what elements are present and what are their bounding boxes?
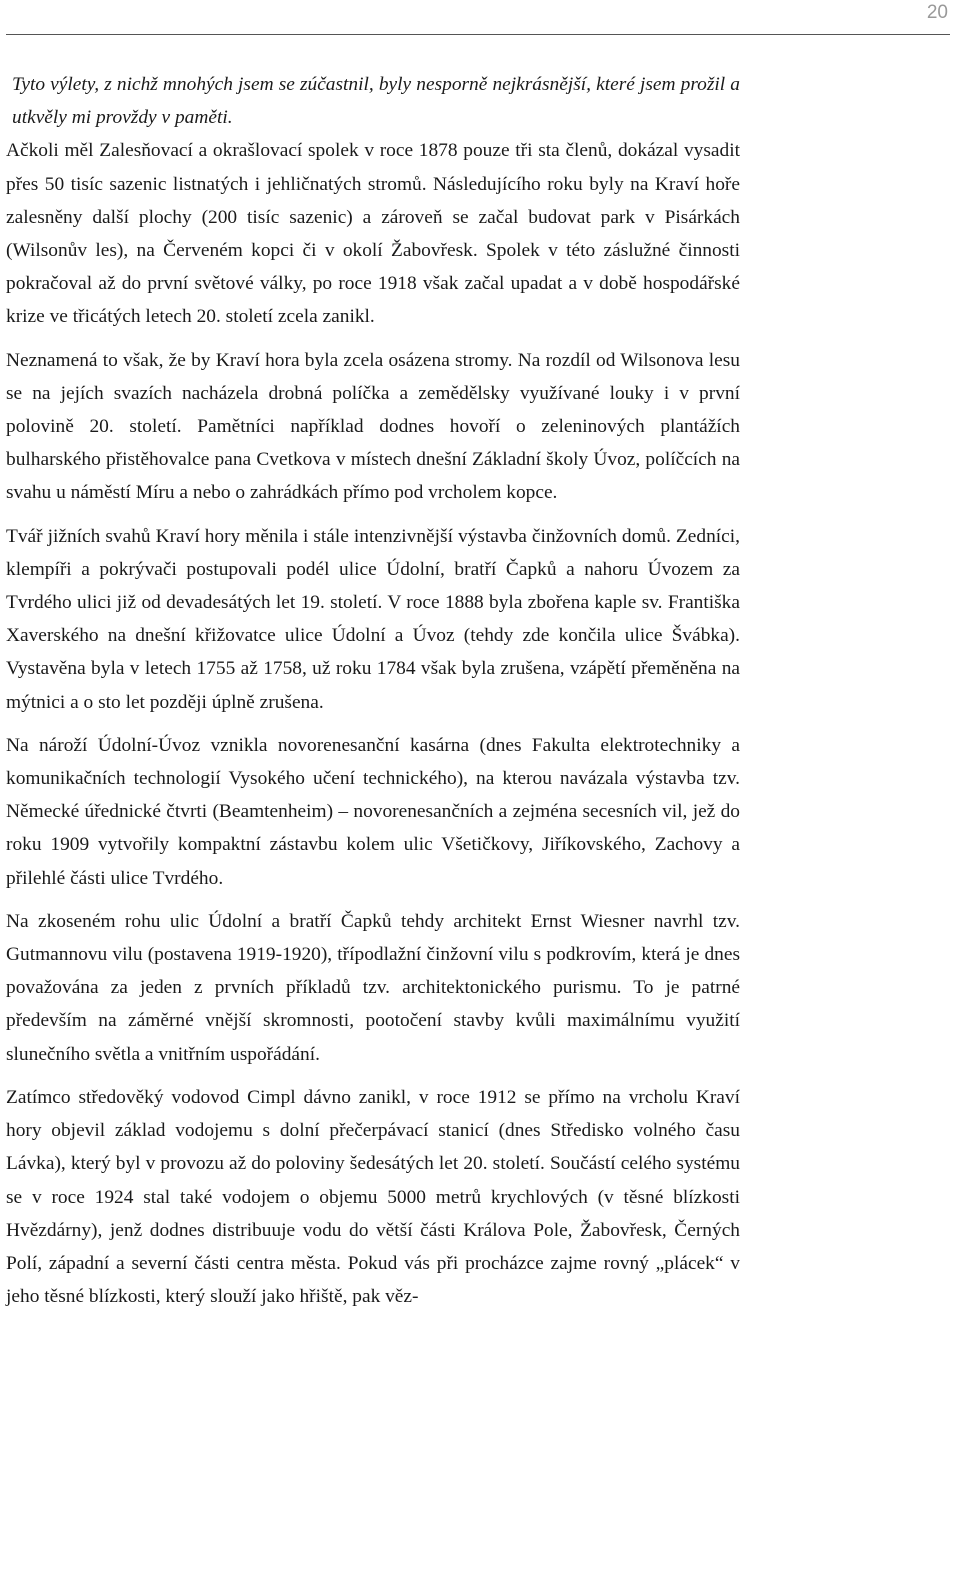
intro-paragraph: Tyto výlety, z nichž mnohých jsem se zúčastnil, byly nesporně nejkrásnější, které jsem prožil a utkvěly mi provždy v paměti. <box>12 74 740 129</box>
header-rule <box>6 34 950 35</box>
paragraph-vystavba-cinzovnich-domu: Tvář jižních svahů Kraví hory měnila i stále intenzivnější výstavba činžovních domů. Zedníci, klempíři a pokrývači postupovali podél ulice Údolní, bratří Čapků a nahoru Úvozem za Tvrdého ulici již od devadesátých let 19. století. V roce 1888 byla zbořena kaple sv. Františka Xaverského na dnešní křižovatce ulice Údolní a Úvoz (tehdy zde končila ulice Švábka). Vystavěna byla v letech 1755 až 1758, už roku 1784 však byla zrušena, vzápětí přeměněna na mýtnici a o sto let později úplně zrušena. <box>6 525 740 713</box>
document-body <box>6 68 740 1323</box>
paragraph-policka-a-louky: Neznamená to však, že by Kraví hora byla zcela osázena stromy. Na rozdíl od Wilsonova lesu se na jejích svazích nacházela drobná políčka a zemědělsky využívané louky i v první polovině 20. století. Pamětníci například dodnes hovoří o zeleninových plantážích bulharského přistěhovalce pana Cvetkova v místech dnešní Základní školy Úvoz, políčcích na svahu u náměstí Míru a nebo o zahrádkách přímo pod vrcholem kopce. <box>6 349 740 504</box>
page-number: 20 <box>926 2 948 23</box>
paragraph-gutmannova-vila: Na zkoseném rohu ulic Údolní a bratří Čapků tehdy architekt Ernst Wiesner navrhl tzv. Gutmannovu vilu (postavena 1919-1920), třípodlažní činžovní vilu s podkrovím, která je dnes považována za jeden z prvních příkladů tzv. architektonického purismu. To je patrné především na záměrné vnější skromnosti, pootočení stavby kvůli maximálnímu využití slunečního světla a vnitřním uspořádání. <box>6 910 740 1065</box>
paragraph-zalesnovaci-spolek: Ačkoli měl Zalesňovací a okrašlovací spolek v roce 1878 pouze tři sta členů, dokázal vysadit přes 50 tisíc sazenic listnatých i jehličnatých stromů. Následujícího roku byly na Kraví hoře zalesněny další plochy (200 tisíc sazenic) a zároveň se začal budovat park v Pisárkách (Wilsonův les), na Červeném kopci či v okolí Žabovřesk. Spolek v této záslužné činnosti pokračoval až do první světové války, po roce 1918 však začal upadat a v době hospodářské krize ve třicátých letech 20. století zcela zanikl. <box>6 140 740 328</box>
paragraph-kasarna-a-vily: Na nároží Údolní-Úvoz vznikla novorenesanční kasárna (dnes Fakulta elektrotechniky a komunikačních technologií Vysokého učení technického), na kterou navázala výstavba tzv. Německé úřednické čtvrti (Beamtenheim) – novorenesančních a zejména secesních vil, jež do roku 1909 vytvořily kompaktní zástavbu kolem ulic Všetičkovy, Jiříkovského, Zachovy a přilehlé části ulice Tvrdého. <box>6 734 740 889</box>
paragraph-vodojem: Zatímco středověký vodovod Cimpl dávno zanikl, v roce 1912 se přímo na vrcholu Kraví hory objevil základ vodojemu s dolní přečerpávací stanicí (dnes Středisko volného času Lávka), který byl v provozu až do poloviny šedesátých let 20. století. Součástí celého systému se v roce 1924 stal také vodojem o objemu 5000 metrů krychlových (v těsné blízkosti Hvězdárny), jenž dodnes distribuuje vodu do větší části Králova Pole, Žabovřesk, Černých Polí, západní a severní části centra města. Pokud vás při procházce zajme rovný „plácek“ v jeho těsné blízkosti, který slouží jako hřiště, pak věz- <box>6 1086 740 1308</box>
